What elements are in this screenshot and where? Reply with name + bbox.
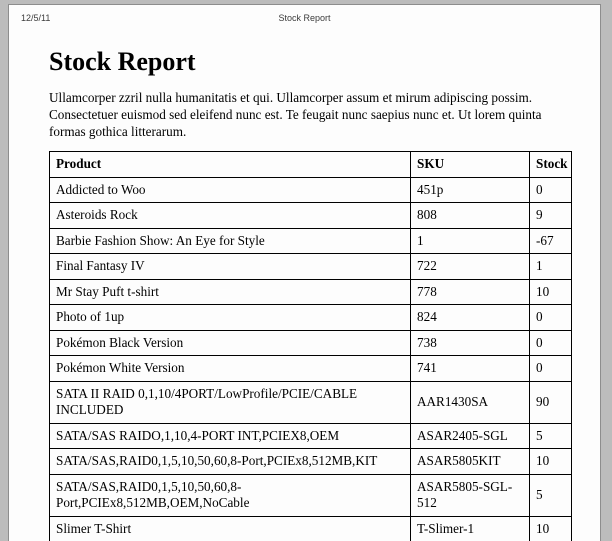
product-cell: Final Fantasy IV: [50, 254, 411, 280]
stock-cell: 5: [530, 423, 572, 449]
document-content: [9, 5, 600, 541]
table-row: [50, 381, 572, 423]
stock-cell: 0: [530, 177, 572, 203]
product-cell: Barbie Fashion Show: An Eye for Style: [50, 228, 411, 254]
product-cell: SATA/SAS RAIDO,1,10,4-PORT INT,PCIEX8,OEM: [50, 423, 411, 449]
table-row: [50, 474, 572, 516]
sku-cell: 808: [411, 203, 530, 229]
header-date: 12/5/11: [21, 13, 51, 23]
product-cell: SATA/SAS,RAID0,1,5,10,50,60,8-Port,PCIEx8,512MB,KIT: [50, 449, 411, 475]
sku-cell: 1: [411, 228, 530, 254]
page-title: Stock Report: [49, 47, 196, 76]
table-body: [50, 177, 572, 541]
sku-cell: 741: [411, 356, 530, 382]
product-cell: Addicted to Woo: [50, 177, 411, 203]
product-cell: Photo of 1up: [50, 305, 411, 331]
stock-cell: 5: [530, 474, 572, 516]
column-header-stock: Stock: [530, 152, 572, 178]
product-cell: Asteroids Rock: [50, 203, 411, 229]
stock-table: [49, 151, 572, 541]
stock-cell: 0: [530, 305, 572, 331]
table-row: [50, 279, 572, 305]
table-row: [50, 330, 572, 356]
column-header-sku: SKU: [411, 152, 530, 178]
intro-paragraph: Ullamcorper zzril nulla humanitatis et qui. Ullamcorper assum et mirum adipiscing possim. Consectetuer euismod sed eleifend nunc est. Te feugait nunc saepius nunc et. Ut lorem quinta formas gothica litterarum.: [49, 90, 542, 139]
table-row: [50, 177, 572, 203]
table-row: [50, 228, 572, 254]
sku-cell: AAR1430SA: [411, 381, 530, 423]
sku-cell: 778: [411, 279, 530, 305]
stock-cell: 0: [530, 330, 572, 356]
sku-cell: T-Slimer-1: [411, 516, 530, 541]
table-row: [50, 516, 572, 541]
sku-cell: 824: [411, 305, 530, 331]
stock-cell: 10: [530, 516, 572, 541]
stock-cell: 90: [530, 381, 572, 423]
product-cell: Pokémon White Version: [50, 356, 411, 382]
sku-cell: ASAR5805-SGL-512: [411, 474, 530, 516]
product-cell: SATA/SAS,RAID0,1,5,10,50,60,8-Port,PCIEx8,512MB,OEM,NoCable: [50, 474, 411, 516]
header-doc-title: Stock Report: [278, 13, 331, 23]
table-row: [50, 356, 572, 382]
stock-cell: 10: [530, 279, 572, 305]
product-cell: Pokémon Black Version: [50, 330, 411, 356]
table-row: [50, 203, 572, 229]
document-page: [8, 4, 601, 541]
stock-cell: -67: [530, 228, 572, 254]
print-header: [21, 13, 588, 27]
column-header-product: Product: [50, 152, 411, 178]
stock-cell: 0: [530, 356, 572, 382]
table-row: [50, 423, 572, 449]
stock-cell: 10: [530, 449, 572, 475]
stock-cell: 9: [530, 203, 572, 229]
sku-cell: 451p: [411, 177, 530, 203]
sku-cell: 738: [411, 330, 530, 356]
table-header-row: [50, 152, 572, 178]
sku-cell: ASAR5805KIT: [411, 449, 530, 475]
stock-cell: 1: [530, 254, 572, 280]
table-row: [50, 305, 572, 331]
product-cell: SATA II RAID 0,1,10/4PORT/LowProfile/PCIE/CABLE INCLUDED: [50, 381, 411, 423]
sku-cell: ASAR2405-SGL: [411, 423, 530, 449]
table-row: [50, 254, 572, 280]
table-row: [50, 449, 572, 475]
sku-cell: 722: [411, 254, 530, 280]
product-cell: Mr Stay Puft t-shirt: [50, 279, 411, 305]
product-cell: Slimer T-Shirt: [50, 516, 411, 541]
